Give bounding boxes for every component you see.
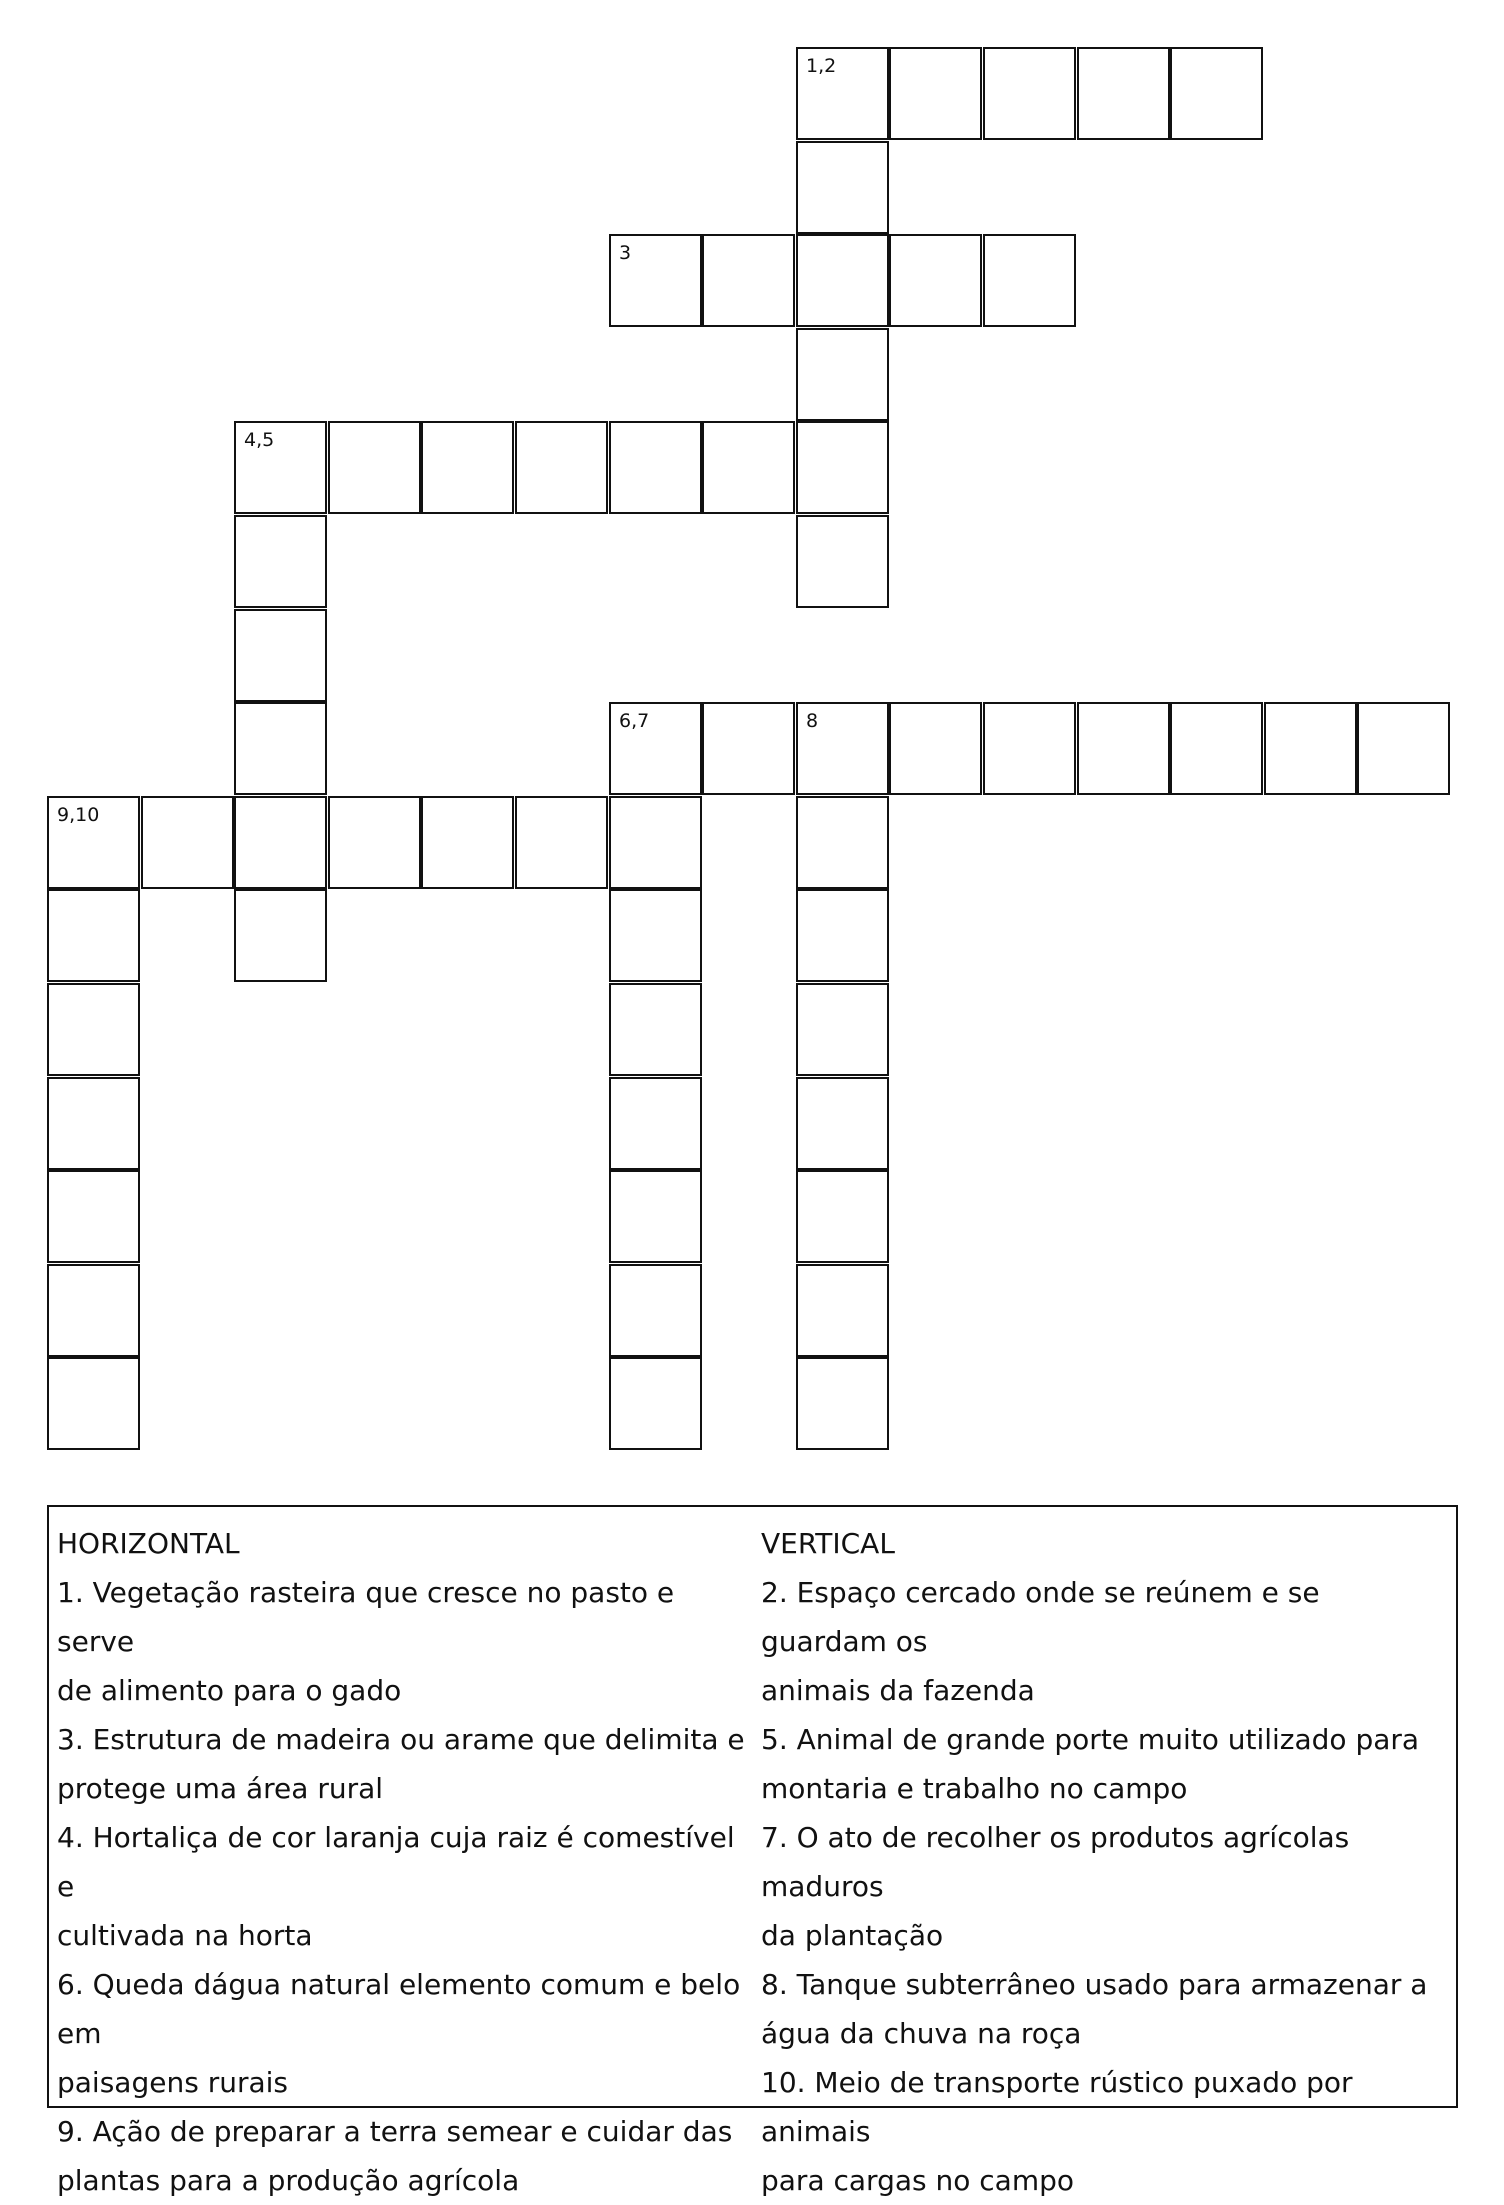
crossword-cell[interactable] <box>234 702 327 795</box>
clue-number: 6,7 <box>619 710 650 732</box>
horizontal-clues <box>57 1519 747 2205</box>
clue-line: 8. Tanque subterrâneo usado para armazenar a <box>761 1968 1428 2001</box>
clue-line: 2. Espaço cercado onde se reúnem e se guardam os <box>761 1576 1320 1658</box>
crossword-cell[interactable] <box>47 1077 140 1170</box>
crossword-cell[interactable] <box>328 796 421 889</box>
crossword-cell[interactable] <box>421 796 514 889</box>
horizontal-heading: HORIZONTAL <box>57 1527 240 1560</box>
crossword-cell[interactable] <box>889 47 982 140</box>
crossword-cell[interactable] <box>234 421 327 514</box>
crossword-cell[interactable] <box>702 421 795 514</box>
crossword-cell[interactable] <box>609 889 702 982</box>
clue-line: de alimento para o gado <box>57 1674 402 1707</box>
crossword-cell[interactable] <box>234 515 327 608</box>
crossword-cell[interactable] <box>47 889 140 982</box>
crossword-cell[interactable] <box>796 702 889 795</box>
clue-line: 3. Estrutura de madeira ou arame que delimita e <box>57 1723 745 1756</box>
crossword-cell[interactable] <box>796 141 889 234</box>
crossword-cell[interactable] <box>515 796 608 889</box>
crossword-cell[interactable] <box>234 889 327 982</box>
crossword-cell[interactable] <box>609 702 702 795</box>
crossword-cell[interactable] <box>796 983 889 1076</box>
crossword-cell[interactable] <box>796 889 889 982</box>
clue-number: 4,5 <box>244 429 275 451</box>
clue-number: 3 <box>619 242 632 264</box>
crossword-cell[interactable] <box>421 421 514 514</box>
crossword-cell[interactable] <box>702 234 795 327</box>
clue-number: 1,2 <box>806 55 837 77</box>
crossword-cell[interactable] <box>796 1077 889 1170</box>
crossword-cell[interactable] <box>47 796 140 889</box>
crossword-cell[interactable] <box>609 983 702 1076</box>
crossword-cell[interactable] <box>796 328 889 421</box>
crossword-cell[interactable] <box>796 796 889 889</box>
clue-line: da plantação <box>761 1919 944 1952</box>
clue-line: 9. Ação de preparar a terra semear e cuidar das <box>57 2115 733 2148</box>
clue-line: 5. Animal de grande porte muito utilizado para <box>761 1723 1420 1756</box>
crossword-cell[interactable] <box>328 421 421 514</box>
crossword-cell[interactable] <box>1077 47 1170 140</box>
vertical-clues <box>761 1519 1451 2205</box>
crossword-cell[interactable] <box>609 1264 702 1357</box>
clue-line: paisagens rurais <box>57 2066 288 2099</box>
crossword-cell[interactable] <box>889 702 982 795</box>
clue-line: 10. Meio de transporte rústico puxado por animais <box>761 2066 1353 2148</box>
crossword-cell[interactable] <box>1357 702 1450 795</box>
crossword-cell[interactable] <box>609 1170 702 1263</box>
clue-line: 4. Hortaliça de cor laranja cuja raiz é comestível e <box>57 1821 735 1903</box>
crossword-cell[interactable] <box>47 1170 140 1263</box>
crossword-cell[interactable] <box>1170 47 1263 140</box>
crossword-cell[interactable] <box>609 421 702 514</box>
crossword-cell[interactable] <box>609 1357 702 1450</box>
clue-line: 6. Queda dágua natural elemento comum e belo em <box>57 1968 741 2050</box>
clue-line: cultivada na horta <box>57 1919 313 1952</box>
crossword-cell[interactable] <box>47 1357 140 1450</box>
crossword-cell[interactable] <box>609 1077 702 1170</box>
clue-number: 8 <box>806 710 819 732</box>
clue-line: protege uma área rural <box>57 1772 384 1805</box>
crossword-cell[interactable] <box>889 234 982 327</box>
crossword-cell[interactable] <box>983 47 1076 140</box>
crossword-cell[interactable] <box>796 234 889 327</box>
clue-line: água da chuva na roça <box>761 2017 1082 2050</box>
clue-line: montaria e trabalho no campo <box>761 1772 1188 1805</box>
crossword-cell[interactable] <box>983 702 1076 795</box>
crossword-cell[interactable] <box>47 1264 140 1357</box>
clue-number: 9,10 <box>57 804 100 826</box>
crossword-cell[interactable] <box>609 234 702 327</box>
crossword-cell[interactable] <box>1264 702 1357 795</box>
crossword-cell[interactable] <box>702 702 795 795</box>
crossword-cell[interactable] <box>796 421 889 514</box>
crossword-cell[interactable] <box>234 796 327 889</box>
crossword-cell[interactable] <box>234 609 327 702</box>
clue-line: plantas para a produção agrícola <box>57 2164 520 2197</box>
crossword-cell[interactable] <box>796 1264 889 1357</box>
clue-line: 7. O ato de recolher os produtos agrícolas maduros <box>761 1821 1350 1903</box>
crossword-cell[interactable] <box>983 234 1076 327</box>
crossword-cell[interactable] <box>796 515 889 608</box>
clue-line: 1. Vegetação rasteira que cresce no pasto e serve <box>57 1576 675 1658</box>
vertical-heading: VERTICAL <box>761 1527 895 1560</box>
crossword-cell[interactable] <box>796 1170 889 1263</box>
clue-line: para cargas no campo <box>761 2164 1075 2197</box>
clues-box <box>47 1505 1458 2197</box>
clue-line: animais da fazenda <box>761 1674 1035 1707</box>
crossword-cell[interactable] <box>796 47 889 140</box>
crossword-cell[interactable] <box>47 983 140 1076</box>
crossword-cell[interactable] <box>515 421 608 514</box>
crossword-cell[interactable] <box>1170 702 1263 795</box>
crossword-cell[interactable] <box>609 796 702 889</box>
crossword-cell[interactable] <box>1077 702 1170 795</box>
crossword-cell[interactable] <box>141 796 234 889</box>
crossword-cell[interactable] <box>796 1357 889 1450</box>
